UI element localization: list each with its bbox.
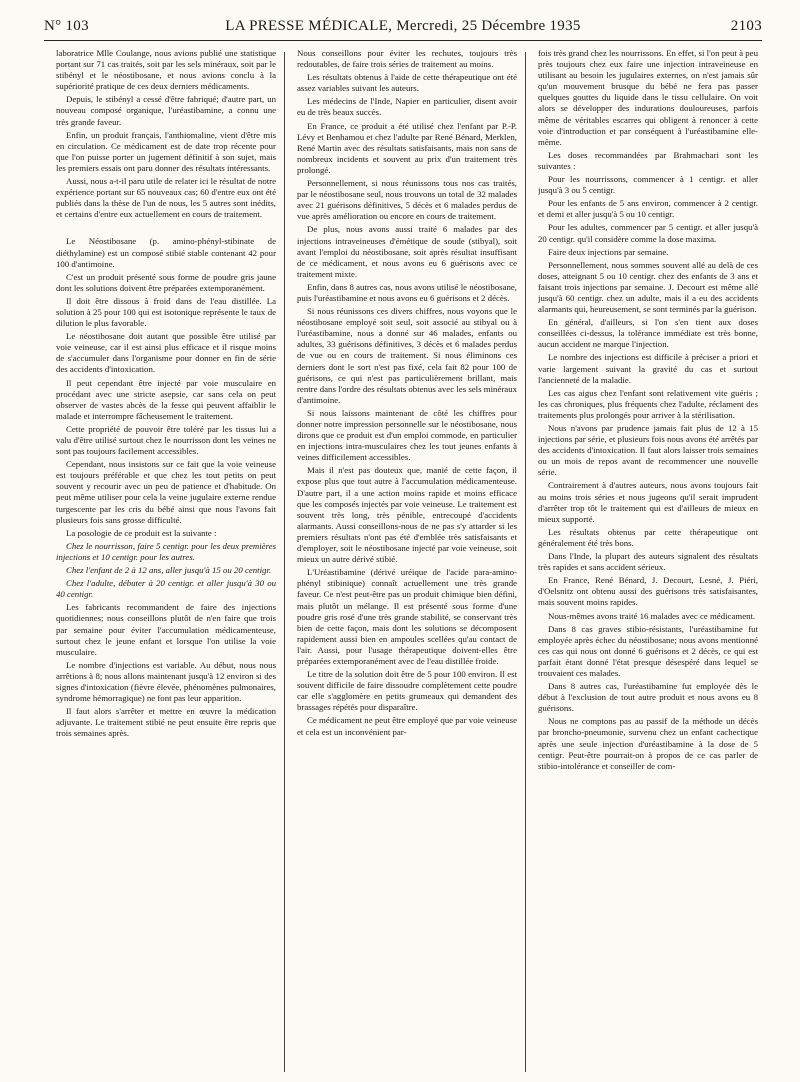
paragraph: Dans 8 cas graves stibio-résistants, l'uréastibamine fut employée après échec du néostibosane; nous avons mentionné ces cas qui nous ont donné 6 guérisons et 2 décès, ce qui est parfait étant donné l'état presque désespéré dans lequel se trouvaient ces malades. xyxy=(538,623,758,678)
paragraph: Les médecins de l'Inde, Napier en particulier, disent avoir eu de très beaux succès. xyxy=(297,96,517,118)
paragraph: Pour les adultes, commencer par 5 centigr. et aller jusqu'à 20 centigr. qu'il considère comme la dose maxima. xyxy=(538,222,758,244)
paragraph: Il doit être dissous à froid dans de l'eau distillée. La solution à 25 pour 100 qui est isotonique représente le taux de dilution le plus favorable. xyxy=(56,295,276,329)
paragraph: Dans 8 autres cas, l'uréastibamine fut employée dès le début à l'exclusion de tout autre produit et nous avons eu 8 guérisons. xyxy=(538,681,758,714)
column-1 xyxy=(56,48,276,1068)
paragraph: C'est un produit présenté sous forme de poudre gris jaune dont les solutions doivent être préparées extemporanément. xyxy=(56,271,276,293)
journal-title-date: LA PRESSE MÉDICALE, Mercredi, 25 Décembre 1935 xyxy=(225,18,581,34)
article-body xyxy=(56,48,756,1068)
paragraph: Personnellement, si nous réunissons tous nos cas traités, par le néostibosane seul, nous trouvons un total de 32 malades avec 21 guérisons définitives, 5 décès et 6 malades perdus de vue après amélioration ou encore en cours de traitement. xyxy=(297,178,517,222)
column-2 xyxy=(297,48,517,1068)
page-number: 2103 xyxy=(730,18,762,34)
paragraph: Pour les enfants de 5 ans environ, commencer à 2 centigr. et demi et aller jusqu'à 5 ou 10 centigr. xyxy=(538,198,758,220)
paragraph: Enfin, dans 8 autres cas, nous avons utilisé le néostibosane, puis l'uréastibamine et nous avons eu 6 guérisons et 2 décès. xyxy=(297,281,517,303)
issue-number: N° 103 xyxy=(44,18,89,34)
paragraph: Cette propriété de pouvoir être toléré par les tissus lui a valu d'être utilisé surtout chez le nourrisson dont les veines ne sont pas toujours facilement accessibles. xyxy=(56,423,276,457)
paragraph: Les résultats obtenus à l'aide de cette thérapeutique ont été assez variables suivant les auteurs. xyxy=(297,72,517,94)
paragraph: Cependant, nous insistons sur ce fait que la voie veineuse est toujours préférable et que chez les tout petits on peut souvent y recourir avec un peu de patience et d'habitude. On peut même utiliser pour cela la veine jugulaire externe rendue turgescente par les cris du bébé ainsi que nous l'avons fait plusieurs fois sans grosse difficulté. xyxy=(56,459,276,525)
paragraph: La posologie de ce produit est la suivante : xyxy=(66,527,217,538)
paragraph: Ce médicament ne peut être employé que par voie veineuse et cela est un inconvénient par- xyxy=(297,715,517,737)
paragraph: Personnellement, nous sommes souvent allé au delà de ces doses, atteignant 5 ou 10 centigr. chez des enfants de 3 ans et faisant trois injections par semaine. J. Decourt est même allé jusqu'à 60 centigr. chez un adulte, mais il a eu des accidents alarmants qui, heureusement, se sont terminés par la guérison. xyxy=(538,259,758,315)
paragraph: De plus, nous avons aussi traité 6 malades par des injections intraveineuses d'émétique de soude (stibyal), soit avant l'emploi du néostibosane, soit après résultat insuffisant de ce médicament, et nous avons eu 6 guérisons avec ce traitement mixte. xyxy=(297,224,517,279)
section-neostibosane: Le Néostibosane (p. amino-phényl-stibinate de diéthylamine) est un composé stibié stable contenant 42 pour 100 d'antimoine. xyxy=(56,236,276,269)
dose-nourrisson: Chez le nourrisson, faire 5 centigr. pour les deux premières injections et 10 centigr. pour les autres. xyxy=(56,540,276,562)
dose-adulte: Chez l'adulte, débuter à 20 centigr. et aller jusqu'à 30 ou 40 centigr. xyxy=(56,578,276,600)
page-header xyxy=(44,18,762,41)
paragraph: fois très grand chez les nourrissons. En effet, si l'on peut à peu près toujours chez eux faire une injection intraveineuse en utilisant au besoin les jugulaires externes, on n'est jamais sûr qu'un mouvement brusque du bébé ne fera pas passer quelques gouttes du liquide dans le tissu cellulaire. On voit alors se développer des indurations douloureuses, parfois même de véritables escarres qui obligent à renoncer à cette voie d'introduction et par conséquent à l'uréastibamine elle-même. xyxy=(538,48,758,147)
paragraph: Si nous laissons maintenant de côté les chiffres pour donner notre impression personnelle sur le néostibosane, nous dirons que ce produit est d'un emploi commode, en particulier en injections intra-musculaires chez les tout jeunes enfants à veines difficilement accessibles. xyxy=(297,407,517,463)
paragraph: Faire deux injections par semaine. xyxy=(548,246,669,257)
paragraph: Le nombre d'injections est variable. Au début, nous nous arrêtions à 8; nous allons maintenant jusqu'à 12 environ si des signes d'intoxication (fièvre élevée, phénomènes pulmonaires, syndrome hémorragique) ne font pas leur apparition. xyxy=(56,659,276,704)
paragraph: Il faut alors s'arrêter et mettre en œuvre la médication adjuvante. Le traitement stibié ne peut ensuite être repris que trois semaines après. xyxy=(56,706,276,739)
paragraph: laboratrice Mlle Coulange, nous avions publié une statistique portant sur 71 cas traités, soit par les sels minéraux, soit par le stibényl et le néostibosane, et nous avions conclu à la supériorité pratique de ces deux derniers médicaments. xyxy=(56,48,276,92)
paragraph: Aussi, nous a-t-il paru utile de relater ici le résultat de notre expérience portant sur 65 nouveaux cas; 60 d'entre eux ont été publiés dans la thèse de l'un de nous, les 5 autres sont inédits, et certains d'entre eux actuellement en cours de traitement. xyxy=(56,176,276,220)
paragraph: En France, ce produit a été utilisé chez l'enfant par P.-P. Lévy et Benhamou et chez l'adulte par René Bénard, Merklen, René Martin avec des résultats satisfaisants, mais non sans de nombreux incidents et souvent au prix d'un traitement très prolongé. xyxy=(297,120,517,175)
paragraph: En général, d'ailleurs, si l'on s'en tient aux doses conseillées ci-dessus, la tolérance immédiate est très bonne, aucun accident ne marque l'injection. xyxy=(538,317,758,350)
paragraph: Nous ne comptons pas au passif de la méthode un décès par broncho-pneumonie, survenu chez un enfant cachectique après une seule injection d'uréastibamine à la dose de 5 centigr. Peut-être pourrait-on à propos de ce cas parler de stibio-intolérance et conseiller de com- xyxy=(538,716,758,771)
paragraph: Enfin, un produit français, l'anthiomaline, vient d'être mis en circulation. Ce médicament est de date trop récente pour que l'on puisse porter un jugement définitif à son sujet, mais les premiers essais ont paru donner des résultats intéressants. xyxy=(56,129,276,173)
paragraph: Il peut cependant être injecté par voie musculaire en procédant avec une stricte asepsie, car sans cela on peut observer de vastes abcès de la fesse qui peuvent affaiblir le malade et interrompre fâcheusement le traitement. xyxy=(56,377,276,421)
section-ureastibamine: L'Uréastibamine (dérivé uréique de l'acide para-amino-phényl stibinique) connaît actuellement une très grande faveur. Ce n'est peut-être pas un produit chimique bien défini, mais plutôt un mélange. Il est présenté sous forme d'une poudre gris rosé d'une très grande stabilité, se conservant très bien de cette façon, mais dont les solutions se décomposent rapidement aussi bien en ampoules scellées qu'au contact de l'air. Aussi, pour l'usage thérapeutique doivent-elles être préparées extemporanément avec de l'eau distillée froide. xyxy=(297,567,517,666)
paragraph: Les cas aigus chez l'enfant sont relativement vite guéris ; les cas chroniques, plus fréquents chez l'adulte, réclament des traitements plus prolongés pour arriver à la stérilisation. xyxy=(538,387,758,420)
paragraph: Les fabricants recommandent de faire des injections quotidiennes; nous conseillons plutôt de n'en faire que trois par semaine pour éviter l'accumulation médicamenteuse, surtout chez le jeune enfant et lorsque l'on utilise la voie musculaire. xyxy=(56,602,276,657)
paragraph: Les résultats obtenus par cette thérapeutique ont généralement été très bons. xyxy=(538,526,758,548)
paragraph: Le nombre des injections est difficile à préciser a priori et varie largement suivant la gravité du cas et surtout l'ancienneté de la maladie. xyxy=(538,352,758,385)
paragraph: Depuis, le stibényl a cessé d'être fabriqué; d'autre part, un nouveau composé organique, l'uréastibamine, a connu une très grande faveur. xyxy=(56,94,276,127)
paragraph: Nous conseillons pour éviter les rechutes, toujours très redoutables, de faire trois séries de traitement au moins. xyxy=(297,48,517,70)
paragraph: Nous n'avons par prudence jamais fait plus de 12 à 15 injections par série, et plusieurs fois nous avons été arrêtés par des accidents d'intoxication. Il faut alors laisser trois semaines ou un mois de repos avant de recommencer une nouvelle série. xyxy=(538,423,758,478)
dose-enfant: Chez l'enfant de 2 à 12 ans, aller jusqu'à 15 ou 20 centigr. xyxy=(66,565,272,576)
paragraph: Le titre de la solution doit être de 5 pour 100 environ. Il est souvent difficile de faire dissoudre complètement cette poudre car elle s'agglomère en petits grumeaux qui demandent des brassages répétés pour disparaître. xyxy=(297,669,517,713)
paragraph: Pour les nourrissons, commencer à 1 centigr. et aller jusqu'à 3 ou 5 centigr. xyxy=(538,174,758,196)
paragraph: Le néostibosane doit autant que possible être utilisé par voie veineuse, car il est ainsi plus efficace et il risque moins de s'accumuler dans l'organisme pour donner en fin de série des accidents d'intoxication. xyxy=(56,331,276,375)
paragraph: Mais il n'est pas douteux que, manié de cette façon, il expose plus que tout autre à l'accumulation médicamenteuse. D'autre part, il a une action moins rapide et moins efficace que les composés injectés par voie veineuse. Le traitement est souvent très long, très pénible, entrecoupé d'accidents alarmants. Aussi conseillons-nous de ne pas s'y attarder si les premiers résultats n'ont pas été d'emblée très satisfaisants et d'employer, soit le néostibosane injecté par voie veineuse, soit mieux un autre dérivé stibié. xyxy=(297,465,517,565)
paragraph: En France, René Bénard, J. Decourt, Lesné, J. Piéri, d'Oelsnitz ont obtenu aussi des guérisons très satisfaisantes, mais souvent moins rapides. xyxy=(538,575,758,608)
paragraph: Si nous réunissons ces divers chiffres, nous voyons que le néostibosane employé soit seul, soit associé au stibyal ou à l'uréastibamine, nous a donné sur 46 malades, enfants ou adultes, 33 guérisons définitives, 3 décès et 6 malades perdus de vue ou en cours de traitement. Si nous éliminons ces derniers dont le sort n'est pas fixé, cela fait 82 pour 100 de guérisons, ce qui n'est pas particulièrement brillant, mais rentre dans l'ordre des résultats obtenus avec les sels minéraux d'antimoine. xyxy=(297,306,517,405)
paragraph: Les doses recommandées par Brahmachari sont les suivantes : xyxy=(538,149,758,171)
paragraph: Nous-mêmes avons traité 16 malades avec ce médicament. xyxy=(548,610,756,621)
paragraph: Contrairement à d'autres auteurs, nous avons toujours fait au moins trois séries et nous jugeons qu'il serait imprudent d'arrêter trop tôt le traitement qui est d'ailleurs de mieux en mieux supporté. xyxy=(538,480,758,524)
paragraph: Dans l'Inde, la plupart des auteurs signalent des résultats très rapides et sans accident sérieux. xyxy=(538,551,758,573)
column-3 xyxy=(538,48,758,1068)
